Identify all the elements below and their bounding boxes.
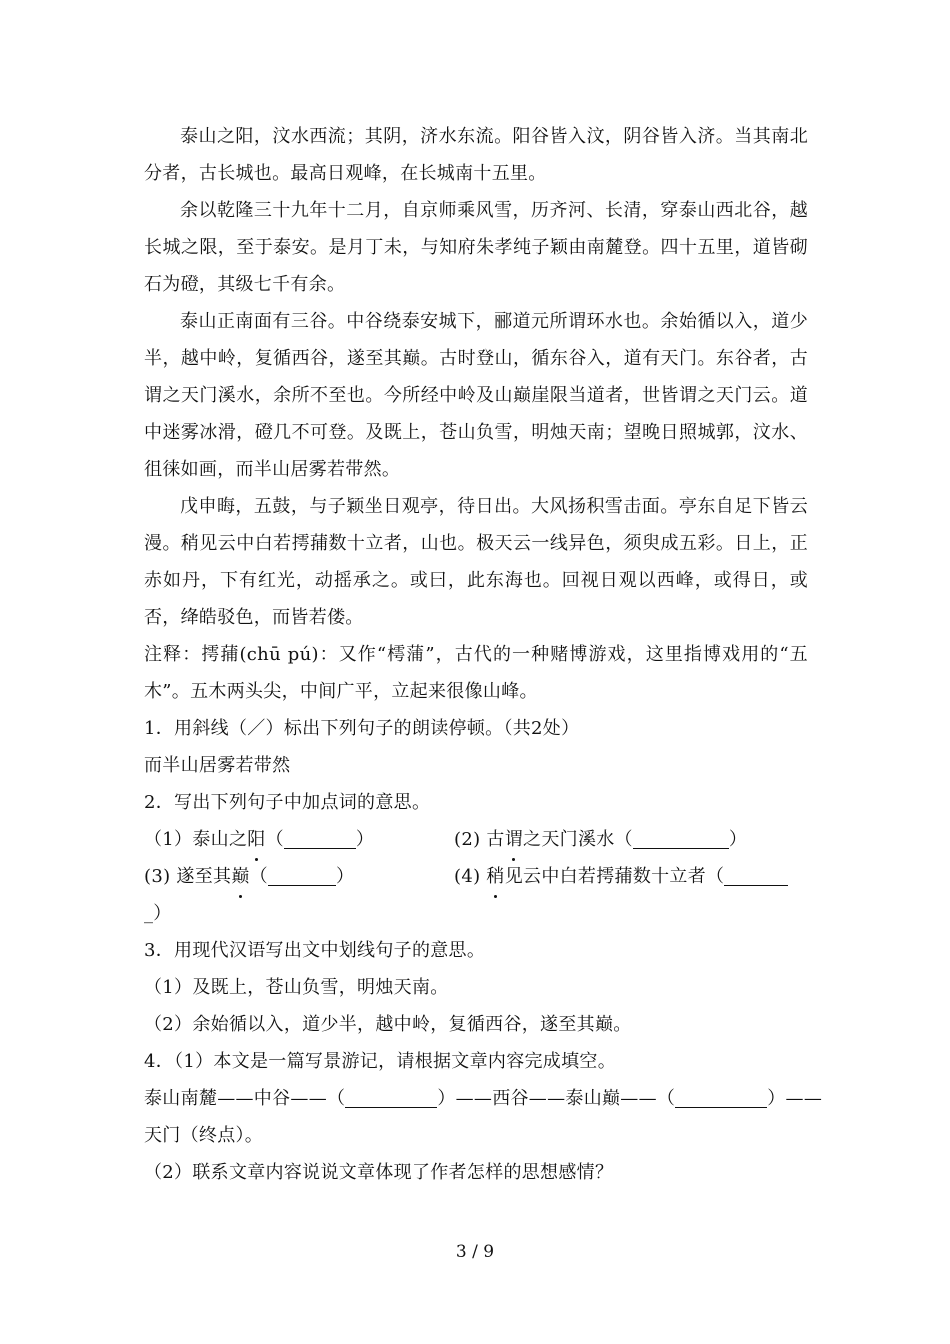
item-text: 古 [486,829,505,850]
question-3-prompt: 3．用现代汉语写出文中划线句子的意思。 [144,940,486,961]
passage-paragraph-2: 余以乾隆三十九年十二月，自京师乘风雪，历齐河、长清，穿泰山西北谷，越长城之限，至于泰安。是月丁未，与知府朱孝纯子颖由南麓登。四十五里，道皆砌石为磴，其级七千有余。 [144,200,808,295]
answer-blank[interactable] [633,826,729,849]
question-3-sentence-1: （1）及既上，苍山负雪，明烛天南。 [144,977,449,998]
question-2-item-4 [454,858,788,895]
question-4-route [144,1080,823,1117]
answer-blank[interactable] [724,863,788,886]
question-2-item-1 [144,821,454,858]
question-2-item-3 [144,858,454,895]
question-2-item-4-wrap: _） [144,903,172,924]
answer-blank[interactable] [268,863,336,886]
item-text: 之天门溪水（ [523,829,633,850]
question-4-route-end: 天门（终点）。 [144,1125,264,1146]
passage-paragraph-4: 戊申晦，五鼓，与子颖坐日观亭，待日出。大风扬积雪击面。亭东自足下皆云漫。稍见云中白若摴蒱数十立者，山也。极天云一线异色，须臾成五彩。日上，正赤如丹，下有红光，动摇承之。或曰，此东海也。回视日观以西峰，或得日，或否，绛皓驳色，而皆若偻。 [144,496,808,628]
route-blank-1[interactable] [345,1085,437,1108]
question-2-item-2 [454,821,747,858]
item-text: 遂至其 [176,866,232,887]
item-text: ） [355,829,375,850]
item-text: （ [249,866,268,887]
question-4-prompt: 4．（1）本文是一篇写景游记，请根据文章内容完成填空。 [144,1051,617,1072]
question-3-sentence-2: （2）余始循以入，道少半，越中岭，复循西谷，遂至其巅。 [144,1014,632,1035]
annotation-note: 注释：摴蒱(chū pú)：又作“樗蒲”，古代的一种赌博游戏，这里指博戏用的“五木”。五木两头尖，中间广平，立起来很像山峰。 [144,644,808,702]
question-2-row-1 [144,821,808,858]
item-text: ） [728,829,748,850]
item-text: 见云中白若摴蒱数十立者（ [504,866,725,887]
dotted-word: 稍 [486,858,504,895]
content-area [144,118,823,1191]
item-number: (4) [454,866,487,887]
route-text: ）——西谷——泰山巅——（ [437,1088,676,1109]
item-number: (2) [454,829,487,850]
dotted-word: 阳 [247,821,265,858]
route-text: ）—— [767,1088,823,1109]
dotted-word: 巅 [231,858,249,895]
dotted-word: 谓 [505,821,523,858]
page-number: 3 / 9 [455,1242,495,1262]
item-text: ） [335,866,355,887]
route-text: 泰山南麓——中谷——（ [144,1088,346,1109]
item-text: 泰山之 [192,829,248,850]
passage-paragraph-3: 泰山正南面有三谷。中谷绕泰安城下，郦道元所谓环水也。余始循以入，道少半，越中岭，复循西谷，遂至其巅。古时登山，循东谷入，道有天门。东谷者，古谓之天门溪水，余所不至也。今所经中岭及山巅崖限当道者，世皆谓之天门云。道中迷雾冰滑，磴几不可登。及既上，苍山负雪，明烛天南；望晚日照城郭，汶水、徂徕如画，而半山居雾若带然。 [144,311,808,480]
route-blank-2[interactable] [675,1085,767,1108]
question-1-prompt: 1．用斜线（／）标出下列句子的朗读停顿。（共2处） [144,718,580,739]
passage-paragraph-1: 泰山之阳，汶水西流；其阴，济水东流。阳谷皆入汶，阴谷皆入济。当其南北分者，古长城也。最高日观峰，在长城南十五里。 [144,126,808,184]
answer-blank[interactable] [284,826,356,849]
question-2-prompt: 2．写出下列句子中加点词的意思。 [144,792,431,813]
question-4-sub-2: （2）联系文章内容说说文章体现了作者怎样的思想感情？ [144,1162,614,1183]
question-1-sentence: 而半山居雾若带然 [144,755,291,776]
question-2-row-2 [144,858,808,895]
item-number: (3) [144,866,177,887]
item-text: （ [265,829,284,850]
item-number: （1） [144,829,193,850]
